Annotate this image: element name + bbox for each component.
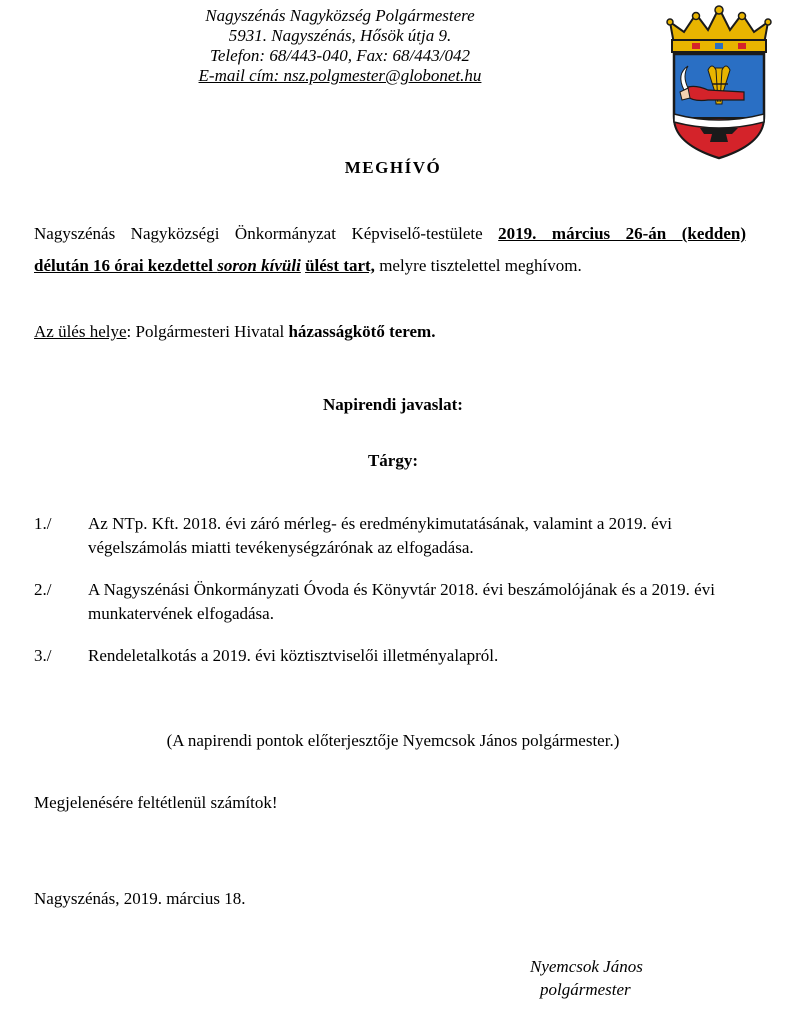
agenda-heading: Napirendi javaslat:: [323, 395, 463, 414]
meeting-type: soron kívüli: [217, 256, 301, 275]
intro-text: Nagyszénás Nagyközségi Önkormányzat Képviselő-testülete: [34, 224, 499, 243]
intro-tail: melyre tisztelettel meghívom.: [374, 256, 582, 275]
letterhead-office: Nagyszénás Nagyközség Polgármestere: [205, 6, 475, 25]
meeting-session: ülést tart,: [305, 256, 375, 275]
agenda-item: Rendeletalkotás a 2019. évi köztisztviselői illetményalapról.: [88, 646, 499, 665]
location-text: : Polgármesteri Hivatal: [126, 322, 289, 341]
intro-line-1: [34, 219, 746, 249]
letterhead: [120, 6, 560, 86]
agenda-item-number: 1./: [34, 514, 52, 533]
meeting-date: 2019. március 26-án (kedden): [498, 224, 746, 243]
coat-of-arms-icon: [652, 4, 786, 160]
document-title: MEGHÍVÓ: [344, 158, 442, 177]
meeting-location: [34, 317, 746, 347]
agenda-item: A Nagyszénási Önkormányzati Óvoda és Könyvtár 2018. évi beszámolójának és a 2019. évi munkatervének elfogadása.: [88, 580, 715, 623]
letterhead-email[interactable]: E-mail cím: nsz.polgmester@globonet.hu: [198, 66, 482, 85]
intro-line-2: [34, 251, 746, 281]
location-room: házasságkötő terem.: [288, 322, 436, 341]
meeting-time: délután 16 órai kezdettel: [34, 256, 218, 275]
letterhead-address: 5931. Nagyszénás, Hősök útja 9.: [228, 26, 452, 45]
crown-icon: [667, 6, 771, 52]
presenter-note: (A napirendi pontok előterjesztője Nyemcsok János polgármester.): [166, 731, 620, 750]
agenda-item: Az NTp. Kft. 2018. évi záró mérleg- és eredménykimutatásának, valamint a 2019. évi végelszámolás miatti tevékenységzárónak az elfogadása.: [88, 514, 672, 557]
agenda-item-number: 2./: [34, 580, 52, 599]
place-date: Nagyszénás, 2019. március 18.: [34, 889, 246, 908]
signature-title: polgármester: [540, 980, 631, 999]
agenda-item-number: 3./: [34, 646, 52, 665]
closing-line: Megjelenésére feltétlenül számítok!: [34, 793, 278, 812]
subject-heading: Tárgy:: [367, 451, 419, 470]
signature-name: Nyemcsok János: [530, 957, 643, 976]
location-label: Az ülés helye: [34, 322, 127, 341]
letterhead-phone-fax: Telefon: 68/443-040, Fax: 68/443/042: [209, 46, 470, 65]
